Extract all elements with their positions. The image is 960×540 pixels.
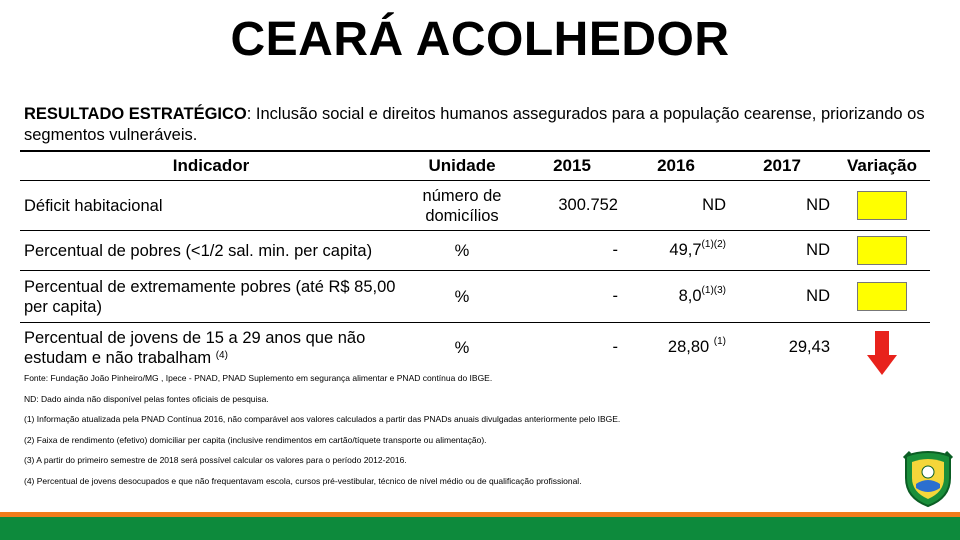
- header-unit: Unidade: [428, 156, 496, 175]
- yellow-status-box: [857, 282, 907, 311]
- header-indicator: Indicador: [172, 156, 250, 175]
- table-row: [20, 271, 930, 323]
- indicator-name: Percentual de extremamente pobres (até R$ 85,00 per capita): [24, 277, 396, 316]
- indicator-name: Déficit habitacional: [24, 196, 163, 215]
- value-2016: $49,7^{(1)(2)}$: [669, 239, 726, 259]
- unit-cell: número de domicílios: [422, 186, 502, 225]
- yellow-status-box: [857, 236, 907, 265]
- header-variation: Variação: [847, 156, 917, 175]
- variation-cell: [834, 181, 930, 231]
- footnotes: [24, 372, 844, 495]
- strategic-result-text: : Inclusão social e direitos humanos assegurados para a população cearense, priorizando os segmentos vulneráveis.: [24, 105, 925, 144]
- header-2017: 2017: [763, 156, 801, 175]
- unit-cell: %: [454, 338, 470, 357]
- value-2017: ND: [806, 196, 830, 214]
- value-2016: ND: [702, 196, 726, 214]
- page-title: CEARÁ ACOLHEDOR: [230, 13, 730, 66]
- header-2016: 2016: [657, 156, 695, 175]
- value-2015: 300.752: [558, 196, 618, 214]
- footnote-2: (2) Faixa de rendimento (efetivo) domiciliar per capita (inclusive rendimentos em cartão/tíquete transporte ou alimentação).: [24, 434, 487, 445]
- indicator-name: Percentual de pobres (<1/2 sal. min. per capita): [24, 241, 373, 260]
- value-2016: $8,0^{(1)(3)}$: [678, 285, 726, 305]
- indicators-table: [20, 150, 930, 373]
- table-header-row: [20, 151, 930, 181]
- table-row: [20, 231, 930, 271]
- footnote-source: Fonte: Fundação João Pinheiro/MG , Ipece - PNAD, PNAD Suplemento em segurança alimentar e PNAD contínua do IBGE.: [24, 373, 493, 383]
- indicator-name: Percentual de jovens de 15 a 29 anos que não estudam e não trabalham $^{(4)}$: [24, 328, 366, 367]
- footnote-1: (1) Informação atualizada pela PNAD Contínua 2016, não comparável aos valores calculados a partir das PNADs anuais divulgadas anteriormente pelo IBGE.: [24, 414, 621, 424]
- footnote-4: (4) Percentual de jovens desocupados e que não frequentavam escola, cursos pré-vestibular, técnico de nível médio ou de qualificação profissional.: [24, 475, 582, 486]
- footer-green-bar: [0, 517, 960, 540]
- footnote-nd: ND: Dado ainda não disponível pelas fontes oficiais de pesquisa.: [24, 393, 269, 404]
- footnote-3: (3) A partir do primeiro semestre de 2018 será possível calcular os valores para o período 2012-2016.: [24, 455, 407, 465]
- strategic-result-label: RESULTADO ESTRATÉGICO: [24, 105, 247, 123]
- yellow-status-box: [857, 191, 907, 220]
- table-row: [20, 323, 930, 373]
- variation-cell: [834, 231, 930, 271]
- header-2015: 2015: [553, 156, 591, 175]
- variation-cell: [834, 323, 930, 373]
- variation-cell: [834, 271, 930, 323]
- value-2017: ND: [806, 241, 830, 259]
- ceara-coat-of-arms-icon: [900, 448, 956, 508]
- value-2017: 29,43: [788, 338, 830, 357]
- unit-cell: %: [454, 287, 470, 306]
- value-2015: -: [612, 287, 618, 305]
- value-2016: 28,80 $^{(1)}$: [667, 336, 726, 357]
- value-2015: -: [612, 241, 618, 259]
- strategic-result: [24, 104, 944, 146]
- arrow-down-icon: [867, 331, 897, 375]
- value-2015: -: [612, 338, 618, 357]
- table-row: [20, 181, 930, 231]
- unit-cell: %: [454, 241, 470, 260]
- value-2017: ND: [806, 287, 830, 305]
